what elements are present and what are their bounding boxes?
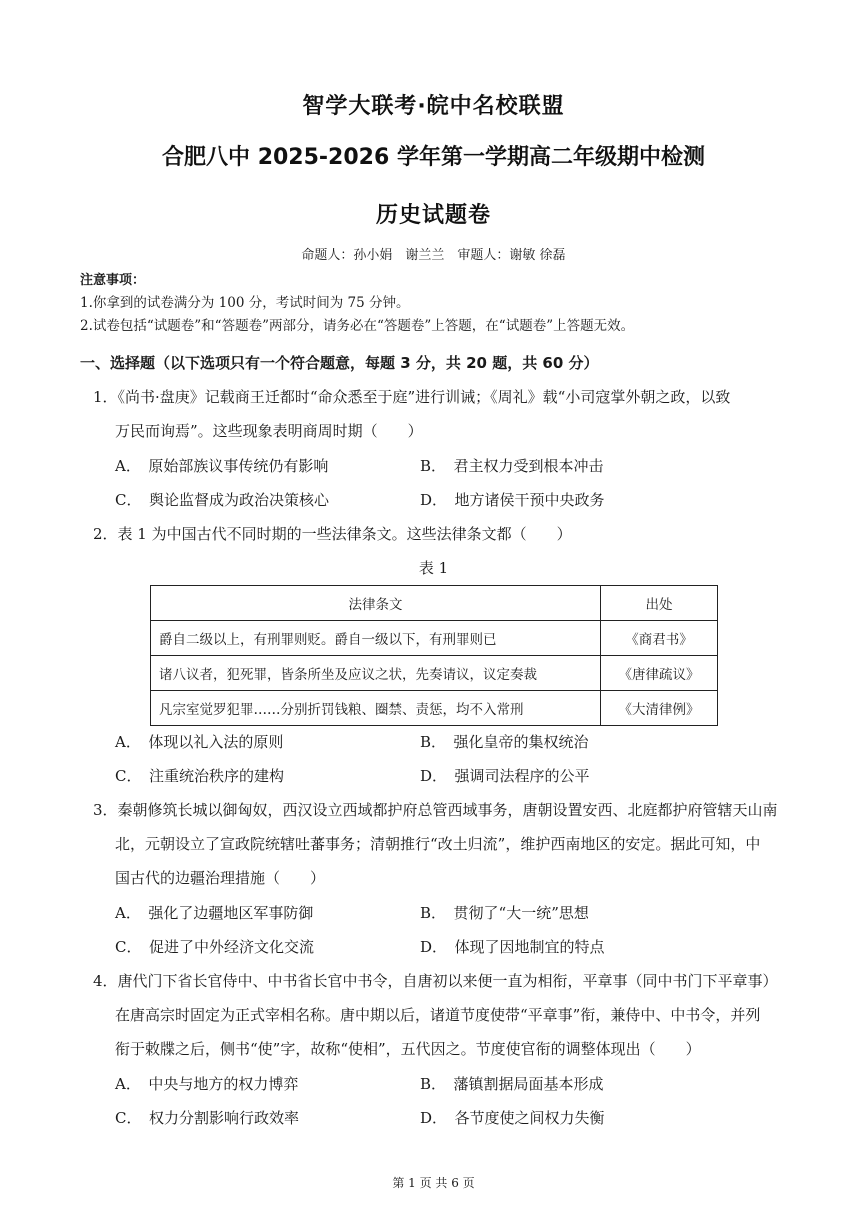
notice-heading: 注意事项： [80, 273, 146, 288]
question-1-option-c[interactable]: C． 舆论监督成为政治决策核心 [115, 491, 329, 509]
question-3-option-d[interactable]: D． 体现了因地制宜的特点 [420, 938, 605, 956]
question-2-option-b[interactable]: B． 强化皇帝的集权统治 [420, 733, 589, 751]
question-1-option-b[interactable]: B． 君主权力受到根本冲击 [420, 457, 604, 475]
question-1-line: 1．《尚书·盘庚》记载商王迁都时“命众悉至于庭”进行训诫；《周礼》载“小司寇掌外朝之政，以致 [93, 388, 731, 406]
question-2-option-d[interactable]: D． 强调司法程序的公平 [420, 767, 590, 785]
section-title: 一、选择题（以下选项只有一个符合题意，每题 3 分，共 20 题，共 60 分） [80, 354, 599, 372]
table-header-cell: 出处 [601, 586, 718, 621]
question-4-line: 在唐高宗时固定为正式宰相名称。唐中期以后，诸道节度使带“平章事”衔，兼侍中、中书令，并列 [115, 1006, 761, 1024]
question-3-line: 国古代的边疆治理措施（ ） [115, 869, 326, 887]
table-header-cell: 法律条文 [151, 586, 601, 621]
question-1-line: 万民而询焉”。这些现象表明商周时期（ ） [115, 422, 423, 440]
table-row [151, 621, 718, 656]
table-cell: 爵自二级以上，有刑罪则贬。爵自一级以下，有刑罪则已 [151, 621, 601, 656]
question-3-option-b[interactable]: B． 贯彻了“大一统”思想 [420, 904, 589, 922]
question-3-option-c[interactable]: C． 促进了中外经济文化交流 [115, 938, 314, 956]
question-3-line: 北，元朝设立了宣政院统辖吐蕃事务；清朝推行“改土归流”，维护西南地区的安定。据此可知，中 [115, 835, 761, 853]
question-2-option-a[interactable]: A． 体现以礼入法的原则 [115, 733, 284, 751]
notice-item: 1.你拿到的试卷满分为 100 分，考试时间为 75 分钟。 [80, 295, 410, 311]
table-cell-source: 《唐律疏议》 [601, 656, 718, 691]
table-row [151, 691, 718, 726]
authors-line: 命题人：孙小娟 谢兰兰 审题人：谢敏 徐磊 [301, 248, 566, 263]
question-4-option-d[interactable]: D． 各节度使之间权力失衡 [420, 1109, 605, 1127]
table-cell-source: 《大清律例》 [601, 691, 718, 726]
subject-title: 历史试题卷 [375, 203, 491, 228]
question-3-option-a[interactable]: A． 强化了边疆地区军事防御 [115, 904, 314, 922]
exam-name-title: 合肥八中 2025-2026 学年第一学期高二年级期中检测 [162, 145, 705, 170]
table-cell-source: 《商君书》 [601, 621, 718, 656]
page-number: 第 1 页 共 6 页 [392, 1176, 475, 1190]
table-row [151, 656, 718, 691]
law-table [150, 585, 718, 726]
table-cell: 诸八议者，犯死罪，皆条所坐及应议之状，先奏请议，议定奏裁 [151, 656, 601, 691]
question-1-option-d[interactable]: D． 地方诸侯干预中央政务 [420, 491, 605, 509]
exam-series-title: 智学大联考·皖中名校联盟 [302, 94, 565, 119]
table-header-row [151, 586, 718, 621]
question-4-option-b[interactable]: B． 藩镇割据局面基本形成 [420, 1075, 604, 1093]
question-4-line: 衔于敕牒之后，侧书“使”字，故称“使相”，五代因之。节度使官衔的调整体现出（ ） [115, 1040, 701, 1058]
table-caption: 表 1 [418, 559, 449, 577]
question-4-line: 4．唐代门下省长官侍中、中书省长官中书令，自唐初以来便一直为相衔，平章事（同中书门下平章事） [93, 972, 778, 990]
question-4-option-c[interactable]: C． 权力分割影响行政效率 [115, 1109, 299, 1127]
table-cell: 凡宗室觉罗犯罪……分别折罚钱粮、圈禁、责惩，均不入常刑 [151, 691, 601, 726]
question-2-option-c[interactable]: C． 注重统治秩序的建构 [115, 767, 284, 785]
question-1-option-a[interactable]: A． 原始部族议事传统仍有影响 [115, 457, 329, 475]
notice-item: 2.试卷包括“试题卷”和“答题卷”两部分，请务必在“答题卷”上答题，在“试题卷”上答题无效。 [80, 318, 635, 334]
question-3-line: 3．秦朝修筑长城以御匈奴，西汉设立西域都护府总管西域事务，唐朝设置安西、北庭都护府管辖天山南 [93, 801, 778, 819]
question-2-line: 2．表 1 为中国古代不同时期的一些法律条文。这些法律条文都（ ） [93, 525, 572, 543]
question-4-option-a[interactable]: A． 中央与地方的权力博弈 [115, 1075, 299, 1093]
